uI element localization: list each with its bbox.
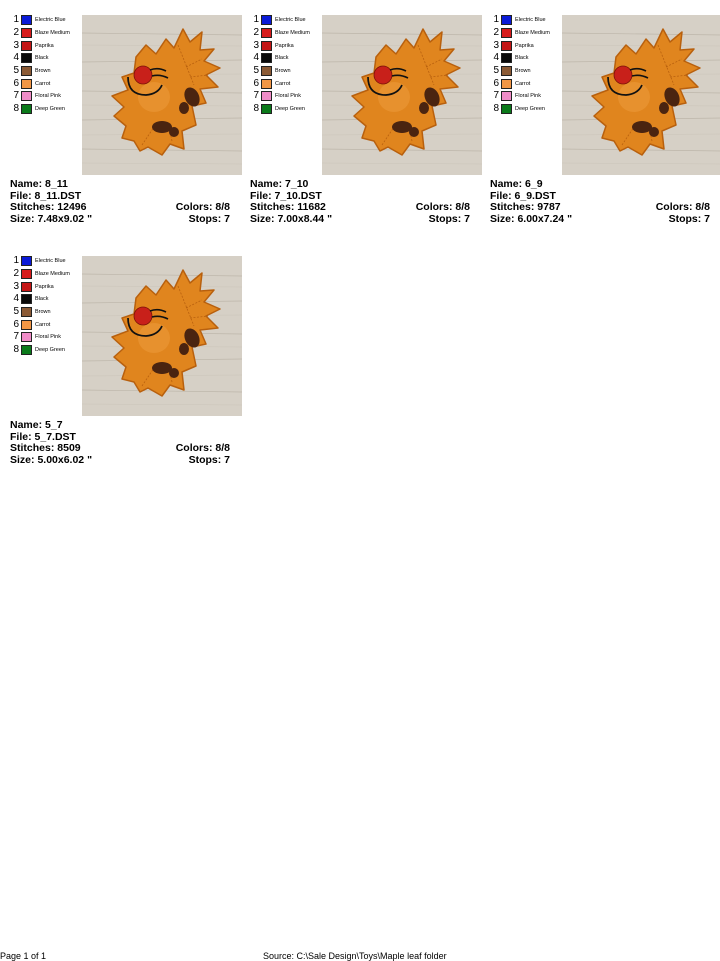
color-swatch [261,53,272,63]
size-row [10,455,230,467]
palette-number: 3 [13,280,19,292]
palette-row [490,65,560,78]
color-swatch [21,282,32,292]
color-name: Paprika [35,42,54,49]
palette-row [250,52,320,65]
palette-row [250,77,320,90]
color-name: Carrot [515,80,531,87]
palette-number: 2 [13,27,19,39]
palette-number: 8 [493,103,499,115]
color-palette [10,14,80,116]
palette-row [490,103,560,116]
design-preview-image [82,15,242,175]
design-size: Size: 7.48x9.02 " [10,212,93,225]
color-name: Deep Green [35,347,65,354]
design-card [250,14,475,244]
color-swatch [21,320,32,330]
palette-row [10,344,80,357]
palette-row [490,90,560,103]
palette-row [10,268,80,281]
color-palette [250,14,320,116]
palette-number: 5 [493,65,499,77]
palette-number: 6 [493,77,499,89]
palette-row [10,90,80,103]
design-colors: Colors: 8/8 [175,442,230,454]
palette-number: 5 [13,65,19,77]
color-swatch [261,104,272,114]
palette-number: 8 [13,103,19,115]
color-name: Blaze Medium [515,30,550,37]
design-name: Name: 5_7 [10,419,63,431]
design-size: Size: 5.00x6.02 " [10,453,93,466]
color-swatch [501,91,512,101]
color-swatch [261,66,272,76]
color-swatch [21,345,32,355]
palette-row [10,331,80,344]
design-stitches: Stitches: 8509 [10,442,81,454]
design-card [10,14,235,244]
size-row [10,214,230,226]
palette-row [490,77,560,90]
color-swatch [501,15,512,25]
palette-row [10,77,80,90]
color-name: Deep Green [515,106,545,113]
color-name: Brown [35,68,51,75]
color-swatch [261,79,272,89]
design-file: File: 6_9.DST [490,189,556,202]
design-name: Name: 6_9 [490,178,543,190]
size-row [250,214,470,226]
color-name: Blaze Medium [35,271,70,278]
design-name: Name: 8_11 [10,178,68,190]
palette-row [490,52,560,65]
design-card [490,14,715,244]
design-info [250,179,470,225]
palette-number: 6 [13,318,19,330]
palette-row [490,39,560,52]
palette-number: 1 [493,14,499,26]
palette-row [10,65,80,78]
design-file: File: 7_10.DST [250,189,322,202]
design-stitches: Stitches: 12496 [10,201,87,213]
color-swatch [261,91,272,101]
palette-number: 1 [253,14,259,26]
palette-number: 4 [13,52,19,64]
color-swatch [21,256,32,266]
palette-number: 3 [13,39,19,51]
color-swatch [21,91,32,101]
palette-row [250,103,320,116]
color-swatch [261,41,272,51]
color-name: Brown [275,68,291,75]
color-name: Black [35,55,49,62]
palette-number: 7 [13,331,19,343]
palette-number: 4 [493,52,499,64]
source-path: Source: C:\Sale Design\Toys\Maple leaf folder [263,951,447,961]
design-info [10,179,230,225]
palette-row [490,14,560,27]
size-row [490,214,710,226]
design-preview-image [562,15,720,175]
design-info [10,420,230,466]
design-size: Size: 7.00x8.44 " [250,212,333,225]
color-swatch [21,104,32,114]
design-file: File: 5_7.DST [10,430,76,443]
design-name: Name: 7_10 [250,178,309,190]
palette-number: 2 [493,27,499,39]
palette-number: 7 [13,90,19,102]
color-swatch [21,79,32,89]
color-swatch [21,41,32,51]
color-swatch [501,41,512,51]
design-colors: Colors: 8/8 [415,201,470,213]
palette-row [250,65,320,78]
color-name: Electric Blue [515,17,546,24]
color-name: Black [515,55,529,62]
color-name: Floral Pink [35,334,61,341]
color-palette [490,14,560,116]
color-name: Carrot [35,80,51,87]
palette-number: 8 [253,103,259,115]
palette-number: 7 [493,90,499,102]
color-name: Electric Blue [275,17,306,24]
design-stops: Stops: 7 [188,212,230,225]
design-stops: Stops: 7 [188,453,230,466]
design-info [490,179,710,225]
palette-number: 8 [13,344,19,356]
design-card [10,255,235,485]
palette-row [250,14,320,27]
palette-row [10,52,80,65]
palette-row [10,27,80,40]
color-name: Carrot [275,80,291,87]
design-stitches: Stitches: 9787 [490,201,561,213]
palette-row [10,306,80,319]
color-palette [10,255,80,357]
color-swatch [501,104,512,114]
color-swatch [21,307,32,317]
color-name: Floral Pink [35,93,61,100]
palette-row [250,90,320,103]
color-name: Blaze Medium [35,30,70,37]
color-name: Paprika [515,42,534,49]
color-name: Deep Green [35,106,65,113]
color-name: Brown [35,309,51,316]
palette-number: 7 [253,90,259,102]
color-swatch [501,66,512,76]
color-swatch [21,28,32,38]
color-swatch [21,66,32,76]
palette-row [10,14,80,27]
color-swatch [21,332,32,342]
color-name: Floral Pink [515,93,541,100]
color-swatch [261,15,272,25]
color-name: Brown [515,68,531,75]
color-name: Electric Blue [35,258,66,265]
palette-number: 4 [253,52,259,64]
design-colors: Colors: 8/8 [655,201,710,213]
design-stops: Stops: 7 [428,212,470,225]
palette-row [10,293,80,306]
design-size: Size: 6.00x7.24 " [490,212,573,225]
palette-row [10,318,80,331]
design-stitches: Stitches: 11682 [250,201,326,213]
palette-number: 1 [13,255,19,267]
palette-number: 5 [253,65,259,77]
palette-row [490,27,560,40]
color-swatch [21,53,32,63]
design-preview-image [82,256,242,416]
color-swatch [501,28,512,38]
color-name: Paprika [275,42,294,49]
color-name: Deep Green [275,106,305,113]
color-swatch [261,28,272,38]
palette-row [10,255,80,268]
design-colors: Colors: 8/8 [175,201,230,213]
palette-number: 6 [253,77,259,89]
color-swatch [501,79,512,89]
color-name: Blaze Medium [275,30,310,37]
palette-number: 5 [13,306,19,318]
palette-row [250,27,320,40]
color-swatch [21,15,32,25]
color-swatch [501,53,512,63]
design-stops: Stops: 7 [668,212,710,225]
palette-number: 4 [13,293,19,305]
palette-number: 6 [13,77,19,89]
color-swatch [21,269,32,279]
design-file: File: 8_11.DST [10,189,82,202]
palette-number: 2 [253,27,259,39]
color-name: Floral Pink [275,93,301,100]
palette-row [10,103,80,116]
page-number: Page 1 of 1 [0,951,47,961]
palette-row [250,39,320,52]
color-name: Black [275,55,289,62]
palette-number: 2 [13,268,19,280]
color-name: Electric Blue [35,17,66,24]
palette-row [10,280,80,293]
color-name: Black [35,296,49,303]
palette-number: 3 [253,39,259,51]
palette-number: 3 [493,39,499,51]
color-name: Paprika [35,283,54,290]
design-preview-image [322,15,482,175]
palette-row [10,39,80,52]
color-swatch [21,294,32,304]
palette-number: 1 [13,14,19,26]
color-name: Carrot [35,321,51,328]
